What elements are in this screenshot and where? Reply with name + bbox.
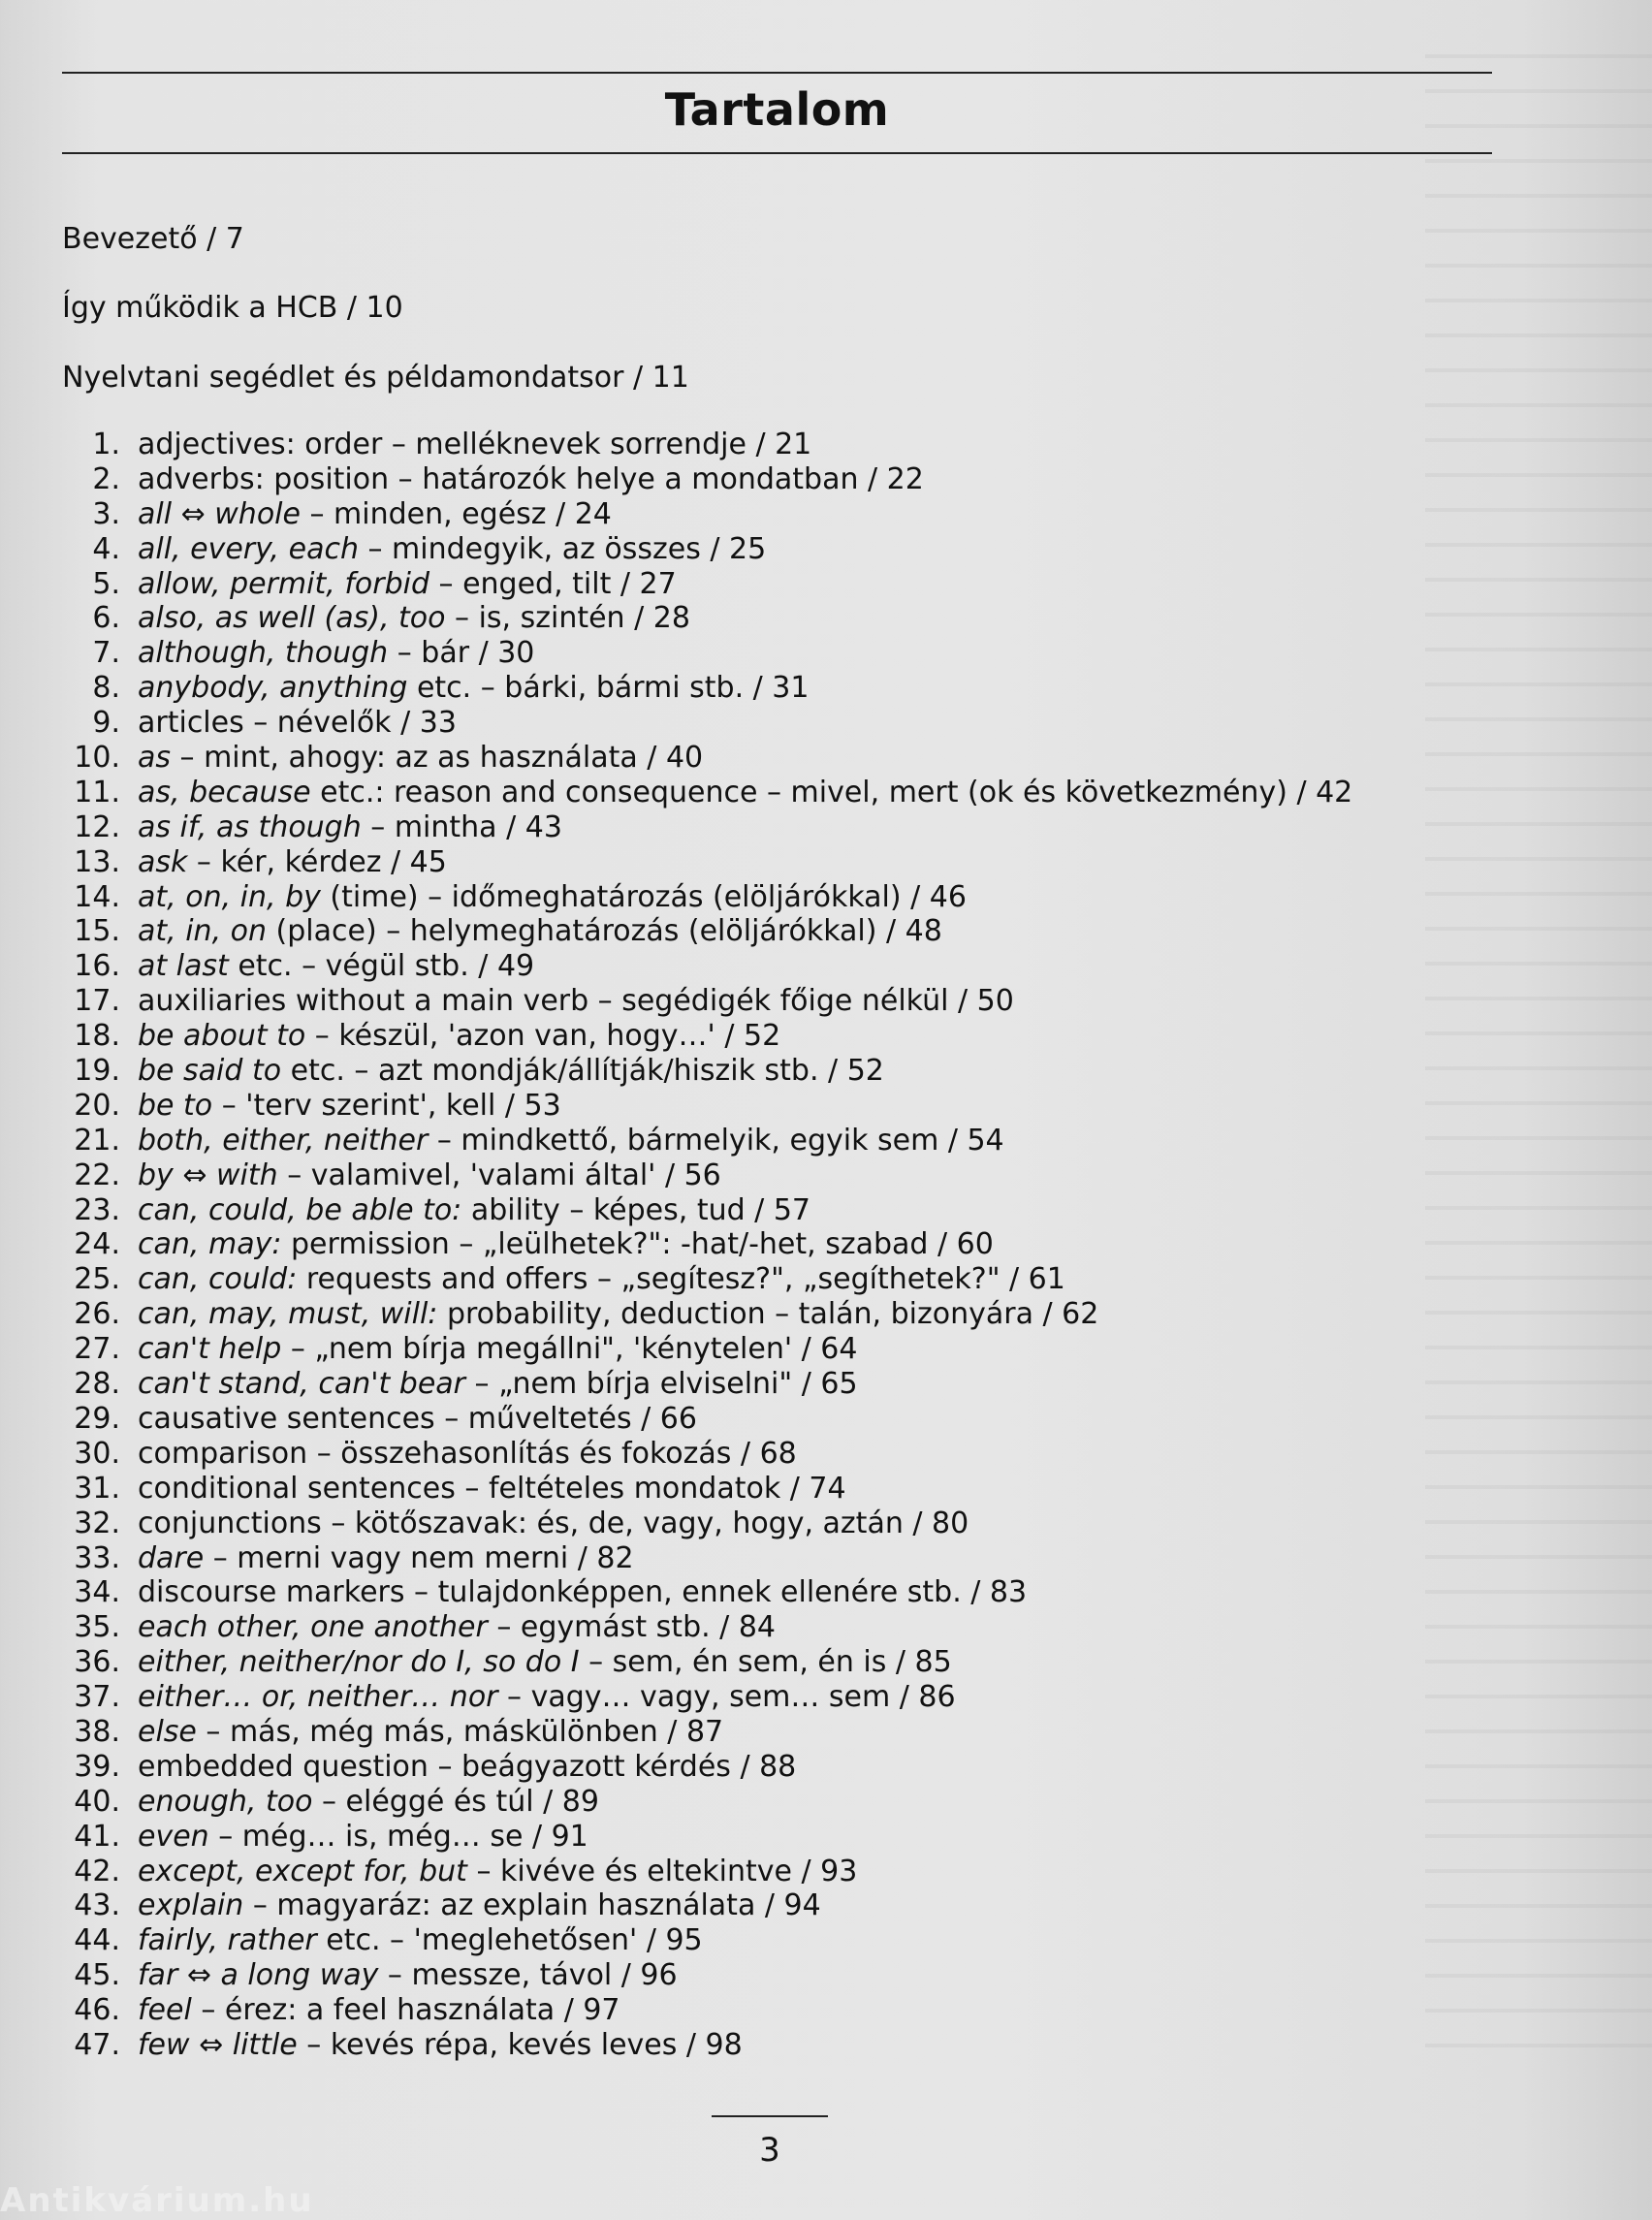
toc-entry	[62, 1158, 1352, 1193]
toc-entry-text: probability, deduction – talán, bizonyára / 62	[437, 1297, 1099, 1332]
toc-entry-keyword: at, in, on	[138, 914, 268, 949]
toc-entry-text: – „nem bírja megállni", 'kénytelen' / 64	[281, 1332, 858, 1367]
toc-entry-text: conjunctions – kötőszavak: és, de, vagy, hogy, aztán / 80	[138, 1506, 969, 1540]
toc-entry	[62, 1645, 1352, 1680]
toc-entry	[62, 532, 1352, 567]
toc-entry-number: 39.	[74, 1749, 120, 1784]
toc-entry-number: 22.	[74, 1158, 120, 1192]
facing-page-bleed	[1425, 29, 1652, 2065]
toc-entry-text: adjectives: order – melléknevek sorrendje / 21	[138, 428, 812, 461]
toc-entry-text: discourse markers – tulajdonképpen, ennek ellenére stb. / 83	[138, 1575, 1028, 1610]
table-of-contents	[62, 428, 1352, 2063]
toc-entry	[62, 1958, 1352, 1993]
toc-entry	[62, 1575, 1352, 1610]
toc-entry-number: 15.	[74, 914, 120, 949]
toc-entry	[62, 1227, 1352, 1262]
front-matter-intro: Bevezető / 7	[62, 222, 244, 256]
toc-entry-number: 34.	[74, 1575, 120, 1610]
toc-entry-text: – 'terv szerint', kell / 53	[212, 1088, 561, 1123]
toc-entry-keyword: ask	[138, 844, 188, 879]
toc-entry-keyword: also, as well (as), too	[138, 601, 446, 636]
toc-entry	[62, 2028, 1352, 2063]
toc-entry	[62, 1855, 1352, 1889]
toc-entry-text: embedded question – beágyazott kérdés / 88	[138, 1749, 797, 1784]
toc-entry-text: – minden, egész / 24	[300, 496, 612, 531]
toc-entry	[62, 1680, 1352, 1715]
toc-entry-text: (time) – időmeghatározás (elöljárókkal) / 46	[320, 879, 967, 914]
toc-entry-text: etc. – azt mondják/állítják/hiszik stb. / 52	[281, 1054, 884, 1089]
toc-entry-keyword: can, could:	[138, 1262, 298, 1297]
front-matter-grammar-guide: Nyelvtani segédlet és példamondatsor / 11	[62, 361, 689, 395]
toc-entry-keyword: each other, one another	[138, 1610, 488, 1645]
toc-entry-number: 6.	[92, 601, 120, 636]
toc-entry-keyword: anybody, anything	[138, 671, 408, 706]
toc-entry-number: 36.	[74, 1645, 120, 1680]
toc-entry-number: 21.	[74, 1123, 120, 1158]
toc-entry-number: 28.	[74, 1367, 120, 1402]
toc-entry-keyword: as, because	[138, 775, 311, 809]
toc-entry-keyword: all ⇔ whole	[138, 496, 301, 531]
toc-entry-text: (place) – helymeghatározás (elöljárókkal) / 48	[267, 914, 942, 949]
toc-entry	[62, 1888, 1352, 1923]
front-matter-how-it-works: Így működik a HCB / 10	[62, 291, 403, 325]
toc-entry-number: 41.	[74, 1819, 120, 1854]
toc-entry-text: causative sentences – műveltetés / 66	[138, 1401, 697, 1436]
toc-entry-number: 20.	[74, 1088, 120, 1123]
toc-entry-text: permission – „leülhetek?": -hat/-het, szabad / 60	[281, 1227, 994, 1262]
toc-entry	[62, 1750, 1352, 1785]
toc-entry-keyword: although, though	[138, 636, 389, 671]
toc-entry-number: 35.	[74, 1610, 120, 1645]
toc-entry-number: 37.	[74, 1680, 120, 1715]
toc-entry-number: 23.	[74, 1192, 120, 1227]
toc-entry-number: 38.	[74, 1714, 120, 1749]
toc-entry-keyword: as if, as though	[138, 809, 362, 844]
toc-entry-number: 4.	[92, 531, 120, 566]
toc-entry-keyword: by ⇔ with	[138, 1158, 278, 1192]
toc-entry-keyword: either… or, neither… nor	[138, 1680, 498, 1715]
toc-entry-keyword: can, may, must, will:	[138, 1297, 438, 1332]
toc-entry-number: 42.	[74, 1854, 120, 1888]
toc-entry-number: 45.	[74, 1958, 120, 1993]
toc-entry-text: – messze, távol / 96	[378, 1958, 678, 1993]
toc-entry-text: – más, még más, máskülönben / 87	[196, 1714, 724, 1749]
toc-entry	[62, 1993, 1352, 2028]
toc-entry-keyword: can, may:	[138, 1227, 282, 1262]
toc-entry-number: 32.	[74, 1506, 120, 1540]
toc-entry-number: 16.	[74, 949, 120, 984]
toc-entry-text: etc. – végül stb. / 49	[228, 949, 535, 984]
toc-entry	[62, 1054, 1352, 1089]
toc-entry	[62, 880, 1352, 915]
toc-entry-text: ability – képes, tud / 57	[461, 1192, 810, 1227]
toc-entry-text: etc. – 'meglehetősen' / 95	[316, 1923, 703, 1958]
toc-entry	[62, 1506, 1352, 1541]
toc-entry-keyword: else	[138, 1714, 197, 1749]
toc-entry-text: – merni vagy nem merni / 82	[204, 1540, 634, 1575]
toc-entry-keyword: except, except for, but	[138, 1854, 467, 1888]
toc-entry-text: – enged, tilt / 27	[429, 566, 677, 601]
page-title: Tartalom	[664, 83, 890, 136]
toc-entry-text: adverbs: position – határozók helye a mondatban / 22	[138, 461, 924, 496]
toc-entry	[62, 1089, 1352, 1124]
toc-entry-keyword: can't help	[138, 1332, 282, 1367]
toc-entry-number: 26.	[74, 1297, 120, 1332]
toc-entry-number: 30.	[74, 1436, 120, 1471]
toc-entry-number: 33.	[74, 1540, 120, 1575]
toc-entry-number: 31.	[74, 1471, 120, 1506]
toc-entry	[62, 1715, 1352, 1750]
toc-entry-text: auxiliaries without a main verb – segédigék főige nélkül / 50	[138, 984, 1014, 1019]
toc-entry-keyword: fairly, rather	[138, 1923, 317, 1958]
toc-entry-text: – még… is, még… se / 91	[208, 1819, 588, 1854]
toc-entry	[62, 914, 1352, 949]
toc-entry-number: 43.	[74, 1888, 120, 1923]
toc-entry	[62, 1019, 1352, 1054]
toc-entry	[62, 671, 1352, 706]
toc-entry-text: comparison – összehasonlítás és fokozás / 68	[138, 1436, 797, 1471]
toc-entry-text: conditional sentences – feltételes mondatok / 74	[138, 1471, 846, 1506]
toc-entry-number: 29.	[74, 1401, 120, 1436]
toc-entry-number: 3.	[92, 496, 120, 531]
toc-entry-text: – „nem bírja elviselni" / 65	[465, 1367, 858, 1402]
toc-entry-text: – mindegyik, az összes / 25	[358, 531, 767, 566]
toc-entry-text: etc. – bárki, bármi stb. / 31	[407, 671, 810, 706]
toc-entry	[62, 1367, 1352, 1402]
toc-entry-text: articles – névelők / 33	[138, 706, 457, 741]
toc-entry-text: – bár / 30	[388, 636, 535, 671]
toc-entry-keyword: be about to	[138, 1019, 306, 1054]
footer-rule	[712, 2115, 828, 2117]
toc-entry-number: 46.	[74, 1993, 120, 2028]
toc-entry-keyword: at last	[138, 949, 229, 984]
toc-entry	[62, 984, 1352, 1019]
page-number: 3	[759, 2131, 780, 2170]
toc-entry-keyword: can, could, be able to:	[138, 1192, 462, 1227]
toc-entry-keyword: be to	[138, 1088, 213, 1123]
toc-entry-text: etc.: reason and consequence – mivel, mert (ok és következmény) / 42	[310, 775, 1353, 809]
toc-entry-keyword: can't stand, can't bear	[138, 1367, 465, 1402]
toc-entry-number: 5.	[92, 566, 120, 601]
toc-entry-text: – mintha / 43	[361, 809, 562, 844]
toc-entry-number: 14.	[74, 879, 120, 914]
toc-entry-number: 2.	[92, 461, 120, 496]
toc-entry-keyword: feel	[138, 1993, 192, 2028]
toc-entry	[62, 1297, 1352, 1332]
toc-entry-number: 24.	[74, 1227, 120, 1262]
toc-entry-keyword: allow, permit, forbid	[138, 566, 429, 601]
toc-entry-text: – magyaráz: az explain használata / 94	[243, 1888, 821, 1923]
toc-entry-number: 1.	[92, 428, 120, 461]
toc-entry-keyword: enough, too	[138, 1784, 313, 1819]
watermark: Antikvárium.hu	[0, 2181, 314, 2220]
toc-entry-text: – mindkettő, bármelyik, egyik sem / 54	[428, 1123, 1004, 1158]
toc-entry	[62, 636, 1352, 671]
toc-entry-number: 7.	[92, 636, 120, 671]
toc-entry-number: 19.	[74, 1054, 120, 1089]
toc-entry-number: 8.	[92, 671, 120, 706]
toc-entry-keyword: both, either, neither	[138, 1123, 429, 1158]
toc-entry	[62, 1332, 1352, 1367]
toc-entry-keyword: all, every, each	[138, 531, 359, 566]
toc-entry	[62, 776, 1352, 810]
toc-entry-number: 44.	[74, 1923, 120, 1958]
toc-entry-text: – kér, kérdez / 45	[187, 844, 447, 879]
toc-entry-number: 13.	[74, 844, 120, 879]
toc-entry	[62, 1541, 1352, 1576]
toc-entry-text: – sem, én sem, én is / 85	[579, 1645, 952, 1680]
toc-entry	[62, 1820, 1352, 1855]
toc-entry	[62, 462, 1352, 497]
toc-entry-text: – kevés répa, kevés leves / 98	[297, 2027, 743, 2062]
toc-entry	[62, 567, 1352, 602]
toc-entry-keyword: few ⇔ little	[138, 2027, 298, 2062]
toc-entry-keyword: as	[138, 741, 172, 776]
toc-entry	[62, 1262, 1352, 1297]
toc-entry	[62, 1923, 1352, 1958]
toc-entry-number: 11.	[74, 775, 120, 809]
toc-entry-number: 47.	[74, 2027, 120, 2062]
toc-entry-keyword: even	[138, 1819, 209, 1854]
toc-entry-text: – egymást stb. / 84	[487, 1610, 776, 1645]
toc-entry-number: 40.	[74, 1784, 120, 1819]
toc-entry	[62, 1402, 1352, 1437]
toc-entry-number: 10.	[74, 741, 120, 776]
toc-entry-keyword: dare	[138, 1540, 205, 1575]
toc-entry-text: – kivéve és eltekintve / 93	[466, 1854, 858, 1888]
toc-entry-number: 25.	[74, 1262, 120, 1297]
toc-entry-number: 17.	[74, 984, 120, 1019]
toc-entry	[62, 428, 1352, 462]
toc-entry-keyword: far ⇔ a long way	[138, 1958, 379, 1993]
toc-entry-number: 9.	[92, 706, 120, 741]
toc-entry-text: requests and offers – „segítesz?", „segíthetek?" / 61	[297, 1262, 1065, 1297]
toc-entry-text: – érez: a feel használata / 97	[191, 1993, 620, 2028]
toc-entry	[62, 1610, 1352, 1645]
toc-entry	[62, 1472, 1352, 1506]
toc-entry	[62, 949, 1352, 984]
toc-entry	[62, 1437, 1352, 1472]
toc-entry-text: – valamivel, 'valami által' / 56	[277, 1158, 721, 1192]
toc-entry	[62, 1124, 1352, 1158]
toc-entry-text: – mint, ahogy: az as használata / 40	[171, 741, 704, 776]
toc-entry-keyword: at, on, in, by	[138, 879, 321, 914]
toc-entry	[62, 741, 1352, 776]
toc-entry-text: – készül, 'azon van, hogy…' / 52	[305, 1019, 781, 1054]
toc-entry	[62, 845, 1352, 880]
toc-entry-text: – vagy… vagy, sem… sem / 86	[497, 1680, 956, 1715]
toc-entry-text: – eléggé és túl / 89	[312, 1784, 599, 1819]
toc-entry	[62, 1193, 1352, 1228]
toc-entry	[62, 1785, 1352, 1820]
toc-entry-number: 27.	[74, 1332, 120, 1367]
header-rule-bottom	[62, 152, 1492, 154]
toc-entry	[62, 601, 1352, 636]
toc-entry	[62, 810, 1352, 845]
toc-entry	[62, 706, 1352, 741]
toc-entry-keyword: either, neither/nor do I, so do I	[138, 1645, 580, 1680]
header-rule-top	[62, 72, 1492, 74]
toc-entry	[62, 497, 1352, 532]
toc-entry-number: 18.	[74, 1019, 120, 1054]
toc-entry-text: – is, szintén / 28	[445, 601, 690, 636]
toc-entry-keyword: explain	[138, 1888, 244, 1923]
toc-entry-keyword: be said to	[138, 1054, 282, 1089]
toc-entry-number: 12.	[74, 809, 120, 844]
